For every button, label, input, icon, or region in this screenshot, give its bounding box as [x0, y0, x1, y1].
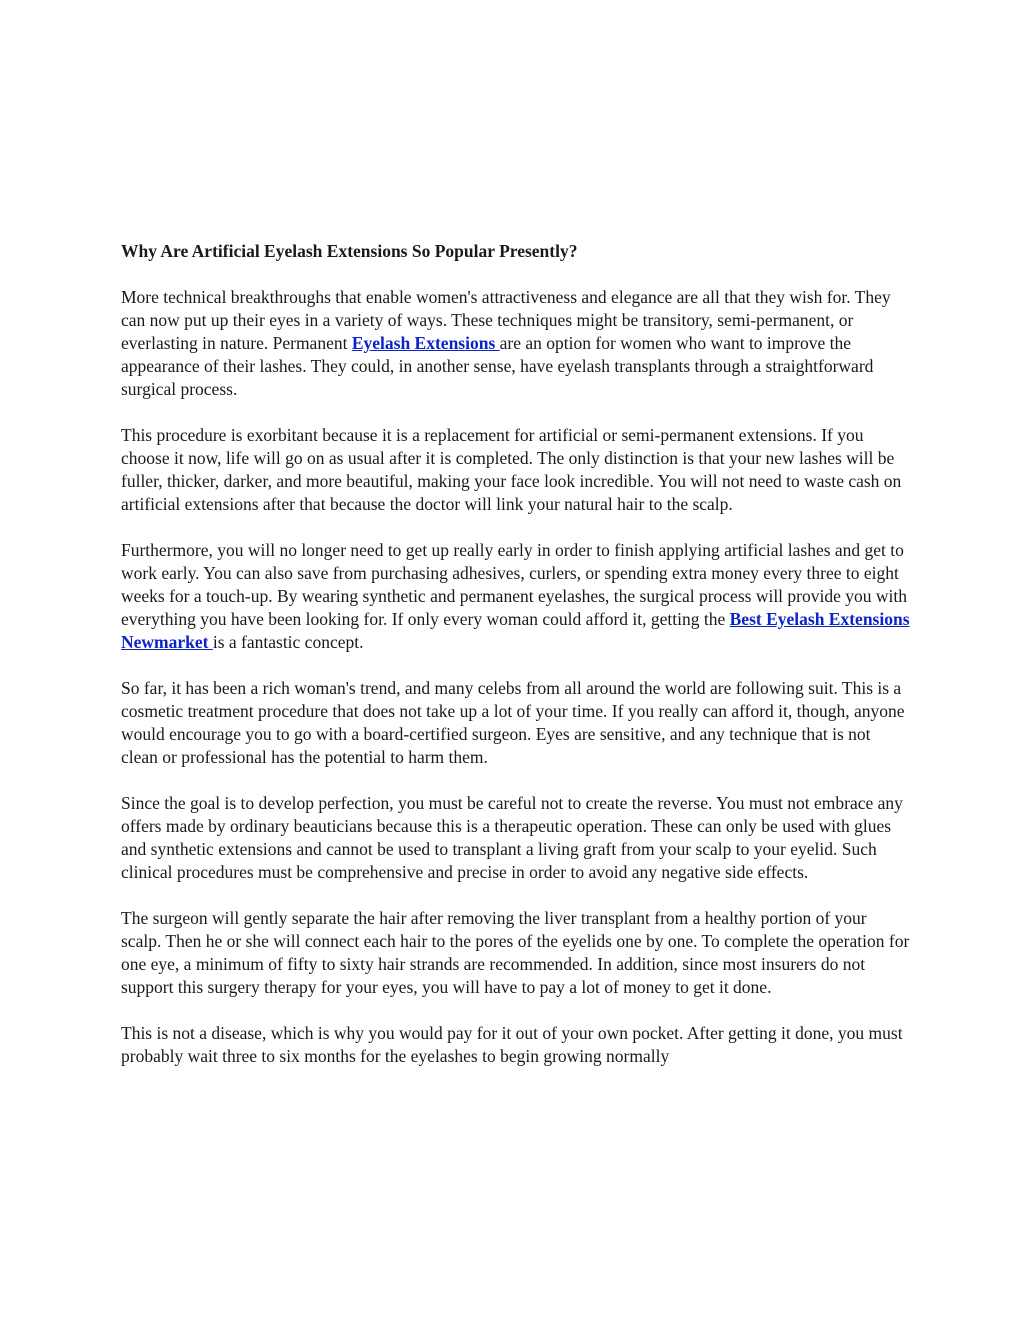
paragraph-1-text-before: More technical breakthroughs that enable women's attractiveness and elegance are all that they wish for. They can now put up their eyes in a variety of ways. These techniques might be transitory, semi-permanent, or everlasting in nature. Permanent	[121, 287, 891, 353]
paragraph-5: Since the goal is to develop perfection, you must be careful not to create the reverse. You must not embrace any offers made by ordinary beauticians because this is a therapeutic operation. These can only be used with glues and synthetic extensions and cannot be used to transplant a living graft from your scalp to your eyelid. Such clinical procedures must be comprehensive and precise in order to avoid any negative side effects.	[121, 793, 903, 882]
paragraph-2: This procedure is exorbitant because it is a replacement for artificial or semi-permanent extensions. If you choose it now, life will go on as usual after it is completed. The only distinction is that your new lashes will be fuller, thicker, darker, and more beautiful, making your face look incredible. You will not need to waste cash on artificial extensions after that because the doctor will link your natural hair to the scalp.	[121, 425, 902, 514]
document-body	[121, 240, 911, 1091]
document-title: Why Are Artificial Eyelash Extensions So Popular Presently?	[121, 241, 578, 261]
paragraph-3	[121, 539, 911, 654]
paragraph-1	[121, 286, 911, 401]
paragraph-6: The surgeon will gently separate the hair after removing the liver transplant from a healthy portion of your scalp. Then he or she will connect each hair to the pores of the eyelids one by one. To complete the operation for one eye, a minimum of fifty to sixty hair strands are recommended. In addition, since most insurers do not support this surgery therapy for your eyes, you will have to pay a lot of money to get it done.	[121, 908, 910, 997]
paragraph-7: This is not a disease, which is why you would pay for it out of your own pocket. After getting it done, you must probably wait three to six months for the eyelashes to begin growing normally	[121, 1023, 903, 1066]
paragraph-1-text-after: are an option for women who want to improve the appearance of their lashes. They could, in another sense, have eyelash transplants through a straightforward surgical process.	[121, 333, 874, 399]
paragraph-3-text-before: Furthermore, you will no longer need to get up really early in order to finish applying artificial lashes and get to work early. You can also save from purchasing adhesives, curlers, or spending extra money every three to eight weeks for a touch-up. By wearing synthetic and permanent eyelashes, the surgical process will provide you with everything you have been looking for. If only every woman could afford it, getting the	[121, 540, 907, 629]
best-eyelash-extensions-newmarket-link[interactable]: Best Eyelash Extensions Newmarket	[121, 609, 910, 652]
eyelash-extensions-link[interactable]: Eyelash Extensions	[351, 333, 500, 353]
paragraph-3-text-after: is a fantastic concept.	[212, 632, 364, 652]
paragraph-4: So far, it has been a rich woman's trend, and many celebs from all around the world are following suit. This is a cosmetic treatment procedure that does not take up a lot of your time. If you really can afford it, though, anyone would encourage you to go with a board-certified surgeon. Eyes are sensitive, and any technique that is not clean or professional has the potential to harm them.	[121, 678, 905, 767]
